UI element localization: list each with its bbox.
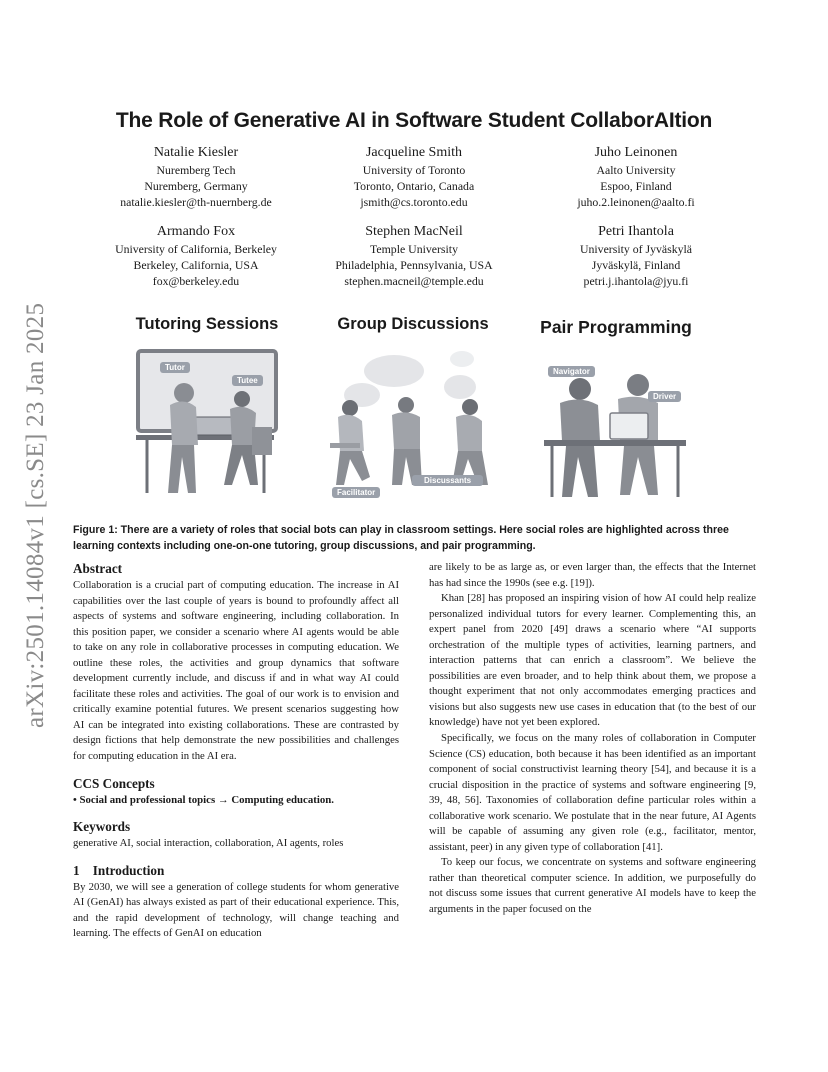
author-email: fox@berkeley.edu [152, 274, 240, 288]
author-location: Jyväskylä, Finland [591, 258, 681, 272]
body-paragraph: Specifically, we focus on the many roles of collaboration in Computer Science (CS) education, both because it has been identified as an important component of social constructivist learning theory [54], and because it is a crucial disposition in the practice of systems and software engineering [9, 39, 48, 56]. Taxonomies of collaboration define particular roles within a collaborative work scenario. We postulate that in the near future, AI Agents will be capable of assuming any given role (e.g., facilitator, mentor, assistant, peer) in any given type of collaboration [41]. [429, 732, 756, 853]
role-tag-navigator: Navigator [548, 366, 595, 377]
role-tag-tutee: Tutee [232, 375, 263, 386]
role-tag-driver: Driver [648, 391, 681, 402]
intro-text: By 2030, we will see a generation of college students for whom generative AI (GenAI) has always existed as part of their educational experience. This, and the rapid development of technology, will change teaching and learning. The effects of GenAI on education [73, 880, 399, 940]
body-paragraph: To keep our focus, we concentrate on systems and software engineering rather than theoretical computer science. In addition, we purposefully do not discuss some issues that current generative AI models have to keep the arguments in the paper focused on the [429, 856, 756, 916]
arxiv-stamp: arXiv:2501.14084v1 [cs.SE] 23 Jan 2025 [22, 302, 49, 728]
author-email: petri.j.ihantola@jyu.fi [583, 274, 689, 288]
author-affiliation: Temple University [370, 242, 458, 256]
author-affiliation: Aalto University [596, 163, 676, 177]
author-location: Toronto, Ontario, Canada [353, 179, 475, 193]
author-location: Espoo, Finland [600, 179, 672, 193]
group-illustration [322, 345, 507, 500]
panel-title-pair: Pair Programming [540, 317, 692, 337]
author-email: stephen.macneil@temple.edu [344, 274, 484, 288]
body-paragraph: are likely to be as large as, or even larger than, the effects that the Internet has had since the 1990s (see e.g. [19]). [429, 561, 756, 589]
tutoring-scene [132, 345, 282, 495]
author-affiliation: University of Jyväskylä [579, 242, 693, 256]
author-block [81, 143, 311, 210]
author-affiliation: University of California, Berkeley [115, 242, 277, 256]
author-email: juho.2.leinonen@aalto.fi [577, 195, 695, 209]
right-column [429, 560, 756, 918]
author-name: Stephen MacNeil [365, 224, 463, 239]
keywords-heading: Keywords [73, 819, 131, 835]
author-block [299, 143, 529, 210]
author-affiliation: University of Toronto [362, 163, 466, 177]
pair-illustration [540, 345, 690, 500]
author-name: Jacqueline Smith [365, 145, 463, 160]
author-email: jsmith@cs.toronto.edu [360, 195, 468, 209]
author-name: Natalie Kiesler [153, 145, 239, 160]
author-email: natalie.kiesler@th-nuernberg.de [120, 195, 272, 209]
author-block [299, 222, 529, 289]
left-column [73, 560, 399, 942]
author-location: Berkeley, California, USA [133, 258, 259, 272]
author-name: Armando Fox [156, 224, 236, 239]
author-name: Petri Ihantola [598, 224, 674, 239]
paper-title: The Role of Generative AI in Software Student CollaborAItion [115, 109, 713, 132]
intro-heading: 1 Introduction [73, 862, 165, 878]
figure-caption: Figure 1: There are a variety of roles that social bots can play in classroom settings. Here social roles are highlighted across three learning contexts including one-on-one tutoring, group discussions, and pair programming. [73, 524, 729, 552]
author-block [521, 143, 751, 210]
ccs-heading: CCS Concepts [73, 775, 155, 791]
author-block [81, 222, 311, 289]
author-location: Philadelphia, Pennsylvania, USA [335, 258, 493, 272]
panel-title-tutoring: Tutoring Sessions [135, 315, 279, 333]
panel-title-group: Group Discussions [337, 315, 489, 333]
abstract-text: Collaboration is a crucial part of computing education. The increase in AI capabilities over the last couple of years is bound to profoundly affect all aspects of systems and software engineering, including collaboration. In this position paper, we consider a scenario where AI agents would be able to take on any role in collaborative processes in computing education. We outline these roles, the activities and group dynamics that software development currently include, and discuss if and in what way AI could facilitate these roles and activities. The goal of our work is to envision and critically examine potential futures. We present scenarios suggesting how AI can be integrated into existing collaborations. These are contrasted by design fictions that help demonstrate the new possibilities and challenges for computing education in the AI era. [73, 579, 399, 763]
author-block [521, 222, 751, 289]
role-tag-facilitator: Facilitator [332, 487, 380, 498]
tutoring-illustration [132, 345, 282, 495]
abstract-heading: Abstract [73, 561, 123, 576]
author-location: Nuremberg, Germany [144, 179, 248, 193]
ccs-item: • Social and professional topics → Computing education. [73, 793, 334, 806]
role-tag-discussants: Discussants [412, 475, 483, 486]
body-paragraph: Khan [28] has proposed an inspiring vision of how AI could help realize personalized individual tutors for every learner. Complementing this, an expert panel from 2020 [49] draws a scenario where “AI supports orchestration of the multiple types of activities, learning partners, and interaction patterns that can enrich a classroom”. We believe the possibilities are even broader, and to help think about them, we propose a thought experiment that not only accommodates emerging practices and visions but also suggests new use cases in education that (to the best of our knowledge) have not yet been explored. [429, 592, 756, 729]
author-affiliation: Nuremberg Tech [156, 163, 236, 177]
author-name: Juho Leinonen [594, 145, 678, 160]
role-tag-tutor: Tutor [160, 362, 190, 373]
keywords-text: generative AI, social interaction, collaboration, AI agents, roles [73, 837, 344, 850]
